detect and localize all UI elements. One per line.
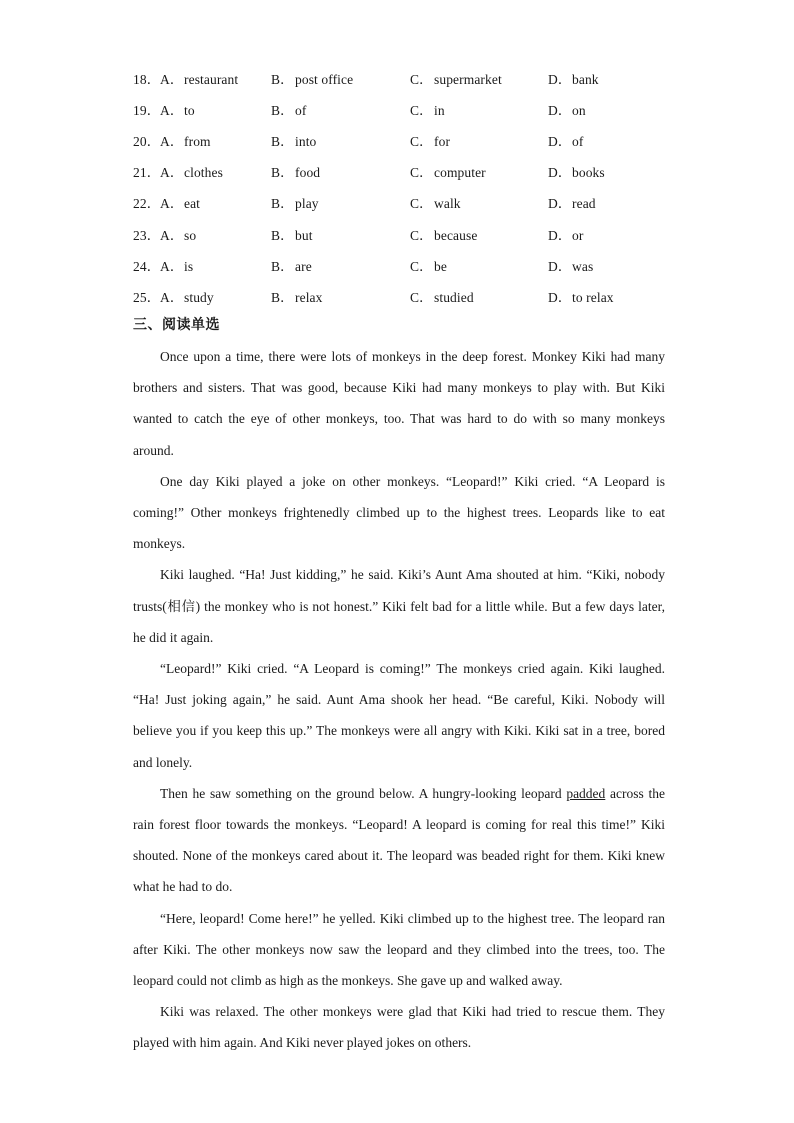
option-text: to (184, 102, 195, 118)
option-b (271, 286, 410, 306)
option-b (271, 192, 410, 212)
option-text: from (184, 133, 211, 149)
option-text: are (295, 258, 312, 274)
question-number: 18． (133, 71, 161, 87)
option-c (410, 192, 548, 212)
option-b (271, 255, 410, 275)
option-d (548, 68, 668, 88)
option-a (160, 99, 271, 119)
option-letter: A． (160, 165, 184, 181)
option-letter: B． (271, 258, 294, 274)
option-letter: B． (271, 133, 294, 149)
option-d (548, 130, 668, 150)
section-title: 三、阅读单选 (133, 317, 220, 333)
option-a (160, 255, 271, 275)
option-b (271, 99, 410, 119)
option-text: restaurant (184, 71, 239, 87)
option-letter: C． (410, 133, 433, 149)
option-letter: D． (548, 227, 572, 243)
option-text: is (184, 258, 194, 274)
question-number: 21． (133, 165, 161, 181)
question-row-24 (133, 249, 693, 280)
option-d (548, 161, 668, 181)
question-row-20 (133, 124, 693, 155)
option-letter: B． (271, 102, 294, 118)
option-a (160, 286, 271, 306)
option-text: or (572, 227, 584, 243)
option-text: computer (434, 165, 486, 181)
option-a (160, 68, 271, 88)
question-number: 23． (133, 227, 161, 243)
option-letter: A． (160, 289, 184, 305)
option-letter: B． (271, 289, 294, 305)
option-b (271, 68, 410, 88)
option-text: on (572, 102, 586, 118)
option-a (160, 161, 271, 181)
option-letter: B． (271, 196, 294, 212)
option-letter: D． (548, 102, 572, 118)
option-a (160, 224, 271, 244)
option-text: because (434, 227, 478, 243)
passage-paragraph-2: One day Kiki played a joke on other monkeys. “Leopard!” Kiki cried. “A Leopard is coming!” Other monkeys frightenedly climbed up to the highest trees. Leopards like to eat monkeys. (133, 473, 665, 552)
option-c (410, 224, 548, 244)
option-letter: A． (160, 102, 184, 118)
option-letter: C． (410, 165, 433, 181)
option-text: books (572, 165, 605, 181)
option-letter: C． (410, 227, 433, 243)
option-text: into (295, 133, 317, 149)
question-row-22 (133, 187, 693, 218)
option-c (410, 161, 548, 181)
option-text: of (572, 133, 584, 149)
option-d (548, 255, 668, 275)
option-letter: C． (410, 102, 433, 118)
option-letter: A． (160, 258, 184, 274)
passage-paragraph-6: “Here, leopard! Come here!” he yelled. Kiki climbed up to the highest tree. The leopard ran after Kiki. The other monkeys now saw the leopard and they climbed into the trees, too. The leopard could not climb as high as the monkeys. She gave up and walked away. (133, 910, 665, 989)
option-text: study (184, 289, 214, 305)
question-row-18 (133, 62, 693, 93)
passage-paragraph-5 (133, 778, 665, 903)
option-b (271, 224, 410, 244)
option-letter: D． (548, 258, 572, 274)
paragraph-text: Then he saw something on the ground below. A hungry-looking leopard (160, 785, 567, 801)
option-c (410, 255, 548, 275)
question-number: 19． (133, 102, 161, 118)
reading-passage (133, 341, 665, 1059)
option-letter: D． (548, 71, 572, 87)
option-letter: D． (548, 165, 572, 181)
option-letter: C． (410, 71, 433, 87)
option-text: supermarket (434, 71, 502, 87)
option-letter: B． (271, 165, 294, 181)
option-text: walk (434, 196, 461, 212)
option-letter: B． (271, 227, 294, 243)
option-letter: C． (410, 289, 433, 305)
option-letter: D． (548, 289, 572, 305)
option-letter: C． (410, 258, 433, 274)
option-text: was (572, 258, 594, 274)
option-text: bank (572, 71, 599, 87)
underlined-word: padded (566, 785, 606, 801)
option-text: studied (434, 289, 474, 305)
question-number: 22． (133, 196, 161, 212)
option-text: post office (295, 71, 354, 87)
option-letter: D． (548, 133, 572, 149)
option-text: read (572, 196, 596, 212)
option-letter: A． (160, 133, 184, 149)
passage-paragraph-1: Once upon a time, there were lots of monkeys in the deep forest. Monkey Kiki had many brothers and sisters. That was good, because Kiki had many monkeys to play with. But Kiki wanted to catch the eye of other monkeys, too. That was hard to do with so many monkeys around. (133, 349, 665, 458)
option-letter: A． (160, 196, 184, 212)
option-letter: A． (160, 71, 184, 87)
paragraph-text: across the rain forest floor towards the monkeys. “Leopard! A leopard is coming for real this time!” Kiki shouted. None of the monkeys cared about it. The leopard was beaded right for them. Kiki knew what he had to do. (133, 785, 666, 895)
answer-options-list (133, 62, 693, 312)
question-row-21 (133, 156, 693, 187)
option-c (410, 286, 548, 306)
option-text: food (295, 165, 321, 181)
option-c (410, 68, 548, 88)
option-text: but (295, 227, 313, 243)
option-d (548, 224, 668, 244)
option-text: eat (184, 196, 201, 212)
option-text: of (295, 102, 307, 118)
option-b (271, 161, 410, 181)
passage-paragraph-7: Kiki was relaxed. The other monkeys were glad that Kiki had tried to rescue them. They played with him again. And Kiki never played jokes on others. (133, 1004, 665, 1051)
passage-paragraph-4: “Leopard!” Kiki cried. “A Leopard is coming!” The monkeys cried again. Kiki laughed. “Ha! Just joking again,” he said. Aunt Ama shook her head. “Be careful, Kiki. Nobody will believe you if you keep this up.” The monkeys were all angry with Kiki. Kiki sat in a tree, bored and lonely. (133, 661, 665, 770)
passage-paragraph-3: Kiki laughed. “Ha! Just kidding,” he said. Kiki’s Aunt Ama shouted at him. “Kiki, nobody trusts(相信) the monkey who is not honest.” Kiki felt bad for a little while. But a few days later, he did it again. (133, 567, 665, 645)
option-text: play (295, 196, 319, 212)
question-number: 24． (133, 258, 161, 274)
option-d (548, 286, 668, 306)
question-row-19 (133, 93, 693, 124)
option-letter: A． (160, 227, 184, 243)
option-a (160, 130, 271, 150)
option-text: clothes (184, 165, 223, 181)
option-text: to relax (572, 289, 614, 305)
option-letter: B． (271, 71, 294, 87)
option-text: for (434, 133, 451, 149)
question-number: 25． (133, 289, 161, 305)
option-text: relax (295, 289, 323, 305)
option-text: so (184, 227, 197, 243)
option-text: in (434, 102, 445, 118)
option-c (410, 130, 548, 150)
option-c (410, 99, 548, 119)
option-b (271, 130, 410, 150)
option-text: be (434, 258, 447, 274)
option-d (548, 192, 668, 212)
question-row-25 (133, 280, 693, 311)
option-d (548, 99, 668, 119)
option-letter: C． (410, 196, 433, 212)
question-row-23 (133, 218, 693, 249)
option-a (160, 192, 271, 212)
option-letter: D． (548, 196, 572, 212)
question-number: 20． (133, 133, 161, 149)
